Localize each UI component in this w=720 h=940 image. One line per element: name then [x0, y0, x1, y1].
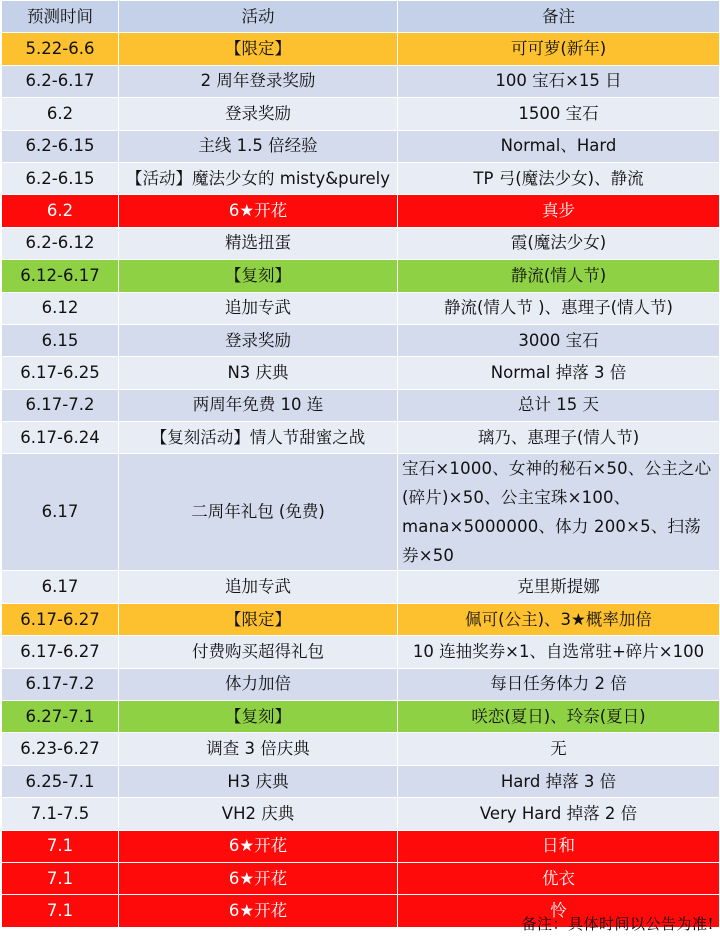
table-row: [2, 733, 720, 765]
cell-notes: 无: [398, 733, 720, 765]
table-body: [2, 33, 720, 927]
cell-activity: 两周年免费 10 连: [119, 389, 398, 421]
cell-date: 7.1: [2, 862, 119, 894]
cell-activity: 登录奖励: [119, 98, 398, 130]
cell-date: 6.12: [2, 292, 119, 324]
table-row: [2, 324, 720, 356]
cell-notes: 10 连抽奖券×1、自选常驻+碎片×100: [398, 636, 720, 668]
cell-notes: 静流(情人节 )、惠理子(情人节): [398, 292, 720, 324]
cell-date: 5.22-6.6: [2, 33, 119, 65]
cell-notes: 佩可(公主)、3★概率加倍: [398, 603, 720, 635]
footnote: 备注：具体时间以公告为准!: [521, 915, 714, 933]
cell-date: 6.2: [2, 195, 119, 227]
cell-date: 7.1: [2, 895, 119, 927]
table-row: [2, 195, 720, 227]
table-header-row: [2, 1, 720, 33]
cell-activity: 体力加倍: [119, 668, 398, 700]
table-row: [2, 65, 720, 97]
table-row: [2, 668, 720, 700]
table-row: [2, 162, 720, 194]
cell-date: 7.1-7.5: [2, 798, 119, 830]
cell-date: 6.12-6.17: [2, 260, 119, 292]
cell-date: 6.17-6.24: [2, 422, 119, 454]
cell-activity: H3 庆典: [119, 765, 398, 797]
cell-date: 6.2-6.15: [2, 162, 119, 194]
cell-notes: 1500 宝石: [398, 98, 720, 130]
cell-activity: 【复刻】: [119, 260, 398, 292]
cell-activity: 2 周年登录奖励: [119, 65, 398, 97]
cell-notes: Normal、Hard: [398, 130, 720, 162]
table-row: [2, 454, 720, 571]
cell-activity: 调查 3 倍庆典: [119, 733, 398, 765]
cell-notes: 100 宝石×15 日: [398, 65, 720, 97]
cell-notes: 静流(情人节): [398, 260, 720, 292]
table-row: [2, 260, 720, 292]
table-row: [2, 227, 720, 259]
cell-activity: 【活动】魔法少女的 misty&purely: [119, 162, 398, 194]
table-row: [2, 636, 720, 668]
cell-date: 6.17-7.2: [2, 668, 119, 700]
cell-date: 6.25-7.1: [2, 765, 119, 797]
cell-activity: 6★开花: [119, 895, 398, 927]
cell-date: 7.1: [2, 830, 119, 862]
cell-notes: 克里斯提娜: [398, 571, 720, 603]
cell-activity: 6★开花: [119, 830, 398, 862]
cell-notes: 日和: [398, 830, 720, 862]
cell-activity: 追加专武: [119, 571, 398, 603]
cell-notes: 宝石×1000、女神的秘石×50、公主之心(碎片)×50、公主宝珠×100、mana×5000000、体力 200×5、扫荡券×50: [398, 454, 720, 571]
table-row: [2, 830, 720, 862]
table-row: [2, 701, 720, 733]
cell-activity: 登录奖励: [119, 324, 398, 356]
cell-notes: 咲恋(夏日)、玲奈(夏日): [398, 701, 720, 733]
table-row: [2, 422, 720, 454]
cell-date: 6.15: [2, 324, 119, 356]
cell-date: 6.2-6.12: [2, 227, 119, 259]
header-date: 预测时间: [2, 1, 119, 33]
cell-activity: 6★开花: [119, 195, 398, 227]
cell-date: 6.2: [2, 98, 119, 130]
table-row: [2, 98, 720, 130]
cell-notes: 3000 宝石: [398, 324, 720, 356]
cell-activity: 主线 1.5 倍经验: [119, 130, 398, 162]
cell-date: 6.17: [2, 454, 119, 571]
cell-activity: N3 庆典: [119, 357, 398, 389]
cell-date: 6.17-7.2: [2, 389, 119, 421]
cell-date: 6.23-6.27: [2, 733, 119, 765]
table-row: [2, 130, 720, 162]
cell-activity: 6★开花: [119, 862, 398, 894]
cell-notes: 霞(魔法少女): [398, 227, 720, 259]
cell-date: 6.17: [2, 571, 119, 603]
cell-activity: VH2 庆典: [119, 798, 398, 830]
cell-notes: 总计 15 天: [398, 389, 720, 421]
cell-notes: 可可萝(新年): [398, 33, 720, 65]
table-row: [2, 33, 720, 65]
cell-activity: 【复刻活动】情人节甜蜜之战: [119, 422, 398, 454]
cell-notes: 优衣: [398, 862, 720, 894]
cell-activity: 二周年礼包 (免费): [119, 454, 398, 571]
cell-date: 6.17-6.27: [2, 603, 119, 635]
cell-activity: 精选扭蛋: [119, 227, 398, 259]
cell-date: 6.27-7.1: [2, 701, 119, 733]
header-notes: 备注: [398, 1, 720, 33]
event-schedule-table: [1, 0, 720, 928]
cell-notes: TP 弓(魔法少女)、静流: [398, 162, 720, 194]
table-row: [2, 357, 720, 389]
header-activity: 活动: [119, 1, 398, 33]
cell-notes: 怜: [398, 895, 720, 927]
table-row: [2, 571, 720, 603]
cell-activity: 付费购买超得礼包: [119, 636, 398, 668]
table-row: [2, 765, 720, 797]
cell-activity: 【限定】: [119, 603, 398, 635]
cell-activity: 【限定】: [119, 33, 398, 65]
cell-date: 6.2-6.17: [2, 65, 119, 97]
table-row: [2, 389, 720, 421]
table-row: [2, 862, 720, 894]
cell-notes: 真步: [398, 195, 720, 227]
cell-activity: 追加专武: [119, 292, 398, 324]
cell-notes: Hard 掉落 3 倍: [398, 765, 720, 797]
cell-notes: 璃乃、惠理子(情人节): [398, 422, 720, 454]
cell-date: 6.17-6.25: [2, 357, 119, 389]
cell-activity: 【复刻】: [119, 701, 398, 733]
cell-notes: 每日任务体力 2 倍: [398, 668, 720, 700]
cell-notes: Very Hard 掉落 2 倍: [398, 798, 720, 830]
table-row: [2, 798, 720, 830]
table-row: [2, 292, 720, 324]
cell-date: 6.2-6.15: [2, 130, 119, 162]
table-row: [2, 603, 720, 635]
cell-notes: Normal 掉落 3 倍: [398, 357, 720, 389]
cell-date: 6.17-6.27: [2, 636, 119, 668]
